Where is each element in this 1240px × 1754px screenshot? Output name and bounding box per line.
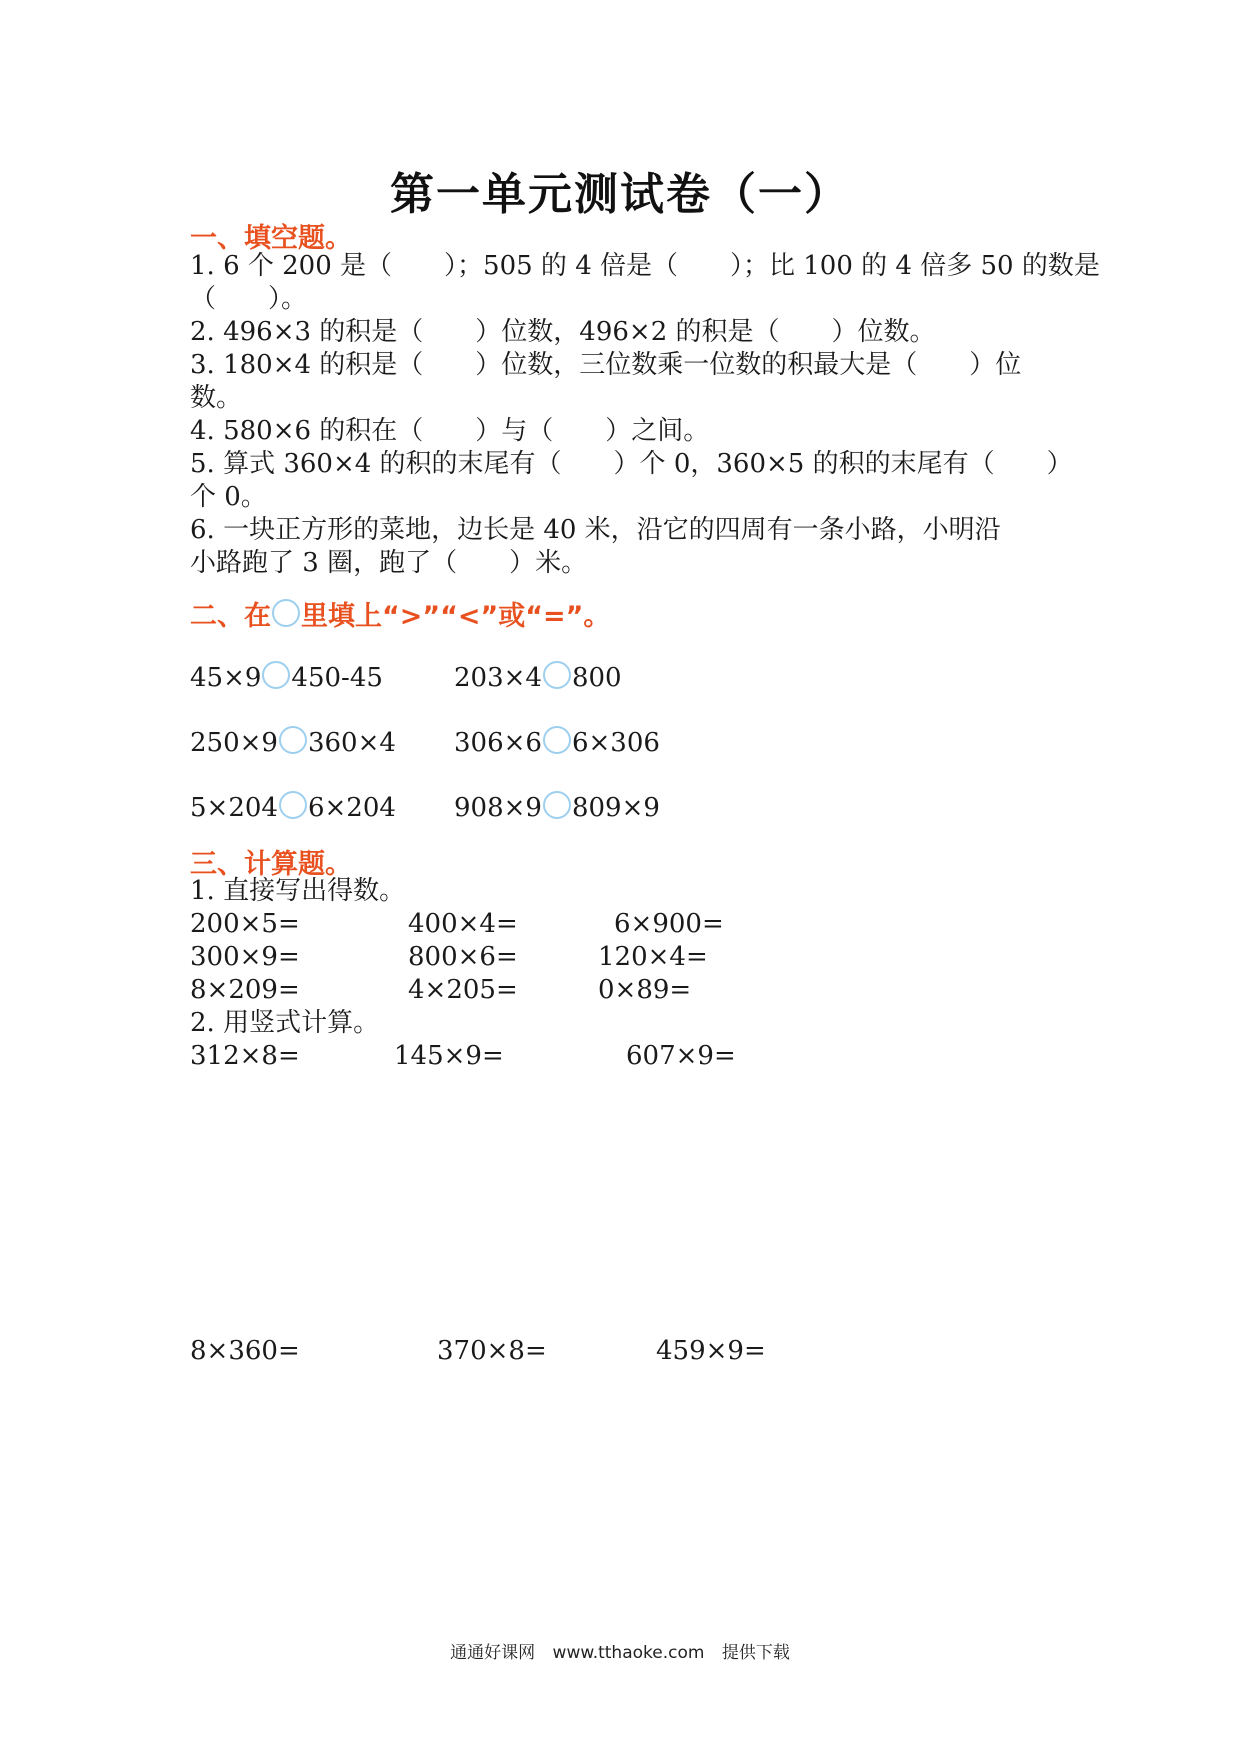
page-title: 第一单元测试卷（一） [390, 169, 850, 220]
comparison-item [190, 661, 383, 695]
section2-heading-suffix: 里填上“>”“<”或“=”。 [301, 601, 611, 632]
comparison-left: 908×9 [454, 793, 542, 823]
subsection-title: 1. 直接写出得数。 [190, 876, 406, 906]
section1-heading: 一、填空题。 [190, 223, 352, 254]
comparison-left: 250×9 [190, 728, 278, 758]
section3-heading: 三、计算题。 [190, 849, 352, 880]
vertical-calc-item: 607×9= [626, 1041, 736, 1071]
calc-item: 6×900= [614, 909, 724, 939]
circle-icon [272, 599, 300, 627]
question-line: 数。 [190, 383, 243, 413]
answer-circle[interactable] [543, 661, 571, 689]
answer-circle[interactable] [543, 791, 571, 819]
vertical-calc-item: 8×360= [190, 1336, 300, 1366]
calc-item: 0×89= [598, 975, 692, 1005]
vertical-calc-item: 370×8= [437, 1336, 547, 1366]
comparison-item [454, 726, 660, 760]
comparison-right: 800 [571, 663, 622, 693]
subsection-title: 2. 用竖式计算。 [190, 1008, 380, 1038]
vertical-calc-item: 145×9= [394, 1041, 504, 1071]
comparison-item [190, 791, 396, 825]
question-line: 3. 180×4 的积是（ ）位数，三位数乘一位数的积最大是（ ）位 [190, 350, 1022, 380]
question-line: 6. 一块正方形的菜地，边长是 40 米，沿它的四周有一条小路，小明沿 [190, 515, 1001, 545]
calc-item: 800×6= [408, 942, 518, 972]
calc-item: 120×4= [598, 942, 708, 972]
comparison-left: 203×4 [454, 663, 542, 693]
question-line: 1. 6 个 200 是（ ）；505 的 4 倍是（ ）；比 100 的 4 倍多 50 的数是 [190, 251, 1100, 281]
section2-heading [190, 594, 610, 633]
answer-circle[interactable] [279, 791, 307, 819]
calc-item: 8×209= [190, 975, 300, 1005]
vertical-calc-item: 312×8= [190, 1041, 300, 1071]
comparison-left: 306×6 [454, 728, 542, 758]
comparison-right: 6×204 [307, 793, 396, 823]
answer-circle[interactable] [262, 661, 290, 689]
comparison-item [190, 726, 396, 760]
answer-circle[interactable] [543, 726, 571, 754]
vertical-calc-item: 459×9= [656, 1336, 766, 1366]
comparison-right: 450-45 [291, 663, 383, 693]
calc-item: 300×9= [190, 942, 300, 972]
section2-heading-prefix: 二、在 [190, 601, 271, 632]
calc-item: 200×5= [190, 909, 300, 939]
question-line: 小路跑了 3 圈，跑了（ ）米。 [190, 548, 588, 578]
question-line: 个 0。 [190, 482, 267, 512]
comparison-left: 5×204 [190, 793, 278, 823]
comparison-item [454, 791, 660, 825]
footer-site-name: 通通好课网 [450, 1643, 536, 1663]
question-line: 2. 496×3 的积是（ ）位数，496×2 的积是（ ）位数。 [190, 317, 936, 347]
calc-item: 4×205= [408, 975, 518, 1005]
comparison-item [454, 661, 622, 695]
question-line: 5. 算式 360×4 的积的末尾有（ ）个 0，360×5 的积的末尾有（ ） [190, 449, 1073, 479]
footer-url[interactable]: www.tthaoke.com [552, 1643, 705, 1663]
question-line: （ ）。 [190, 284, 308, 314]
answer-circle[interactable] [279, 726, 307, 754]
comparison-right: 360×4 [307, 728, 396, 758]
comparison-right: 809×9 [571, 793, 660, 823]
footer-action: 提供下载 [721, 1643, 790, 1663]
calc-item: 400×4= [408, 909, 518, 939]
comparison-right: 6×306 [571, 728, 660, 758]
footer [0, 1638, 1240, 1663]
comparison-left: 45×9 [190, 663, 262, 693]
question-line: 4. 580×6 的积在（ ）与（ ）之间。 [190, 416, 710, 446]
